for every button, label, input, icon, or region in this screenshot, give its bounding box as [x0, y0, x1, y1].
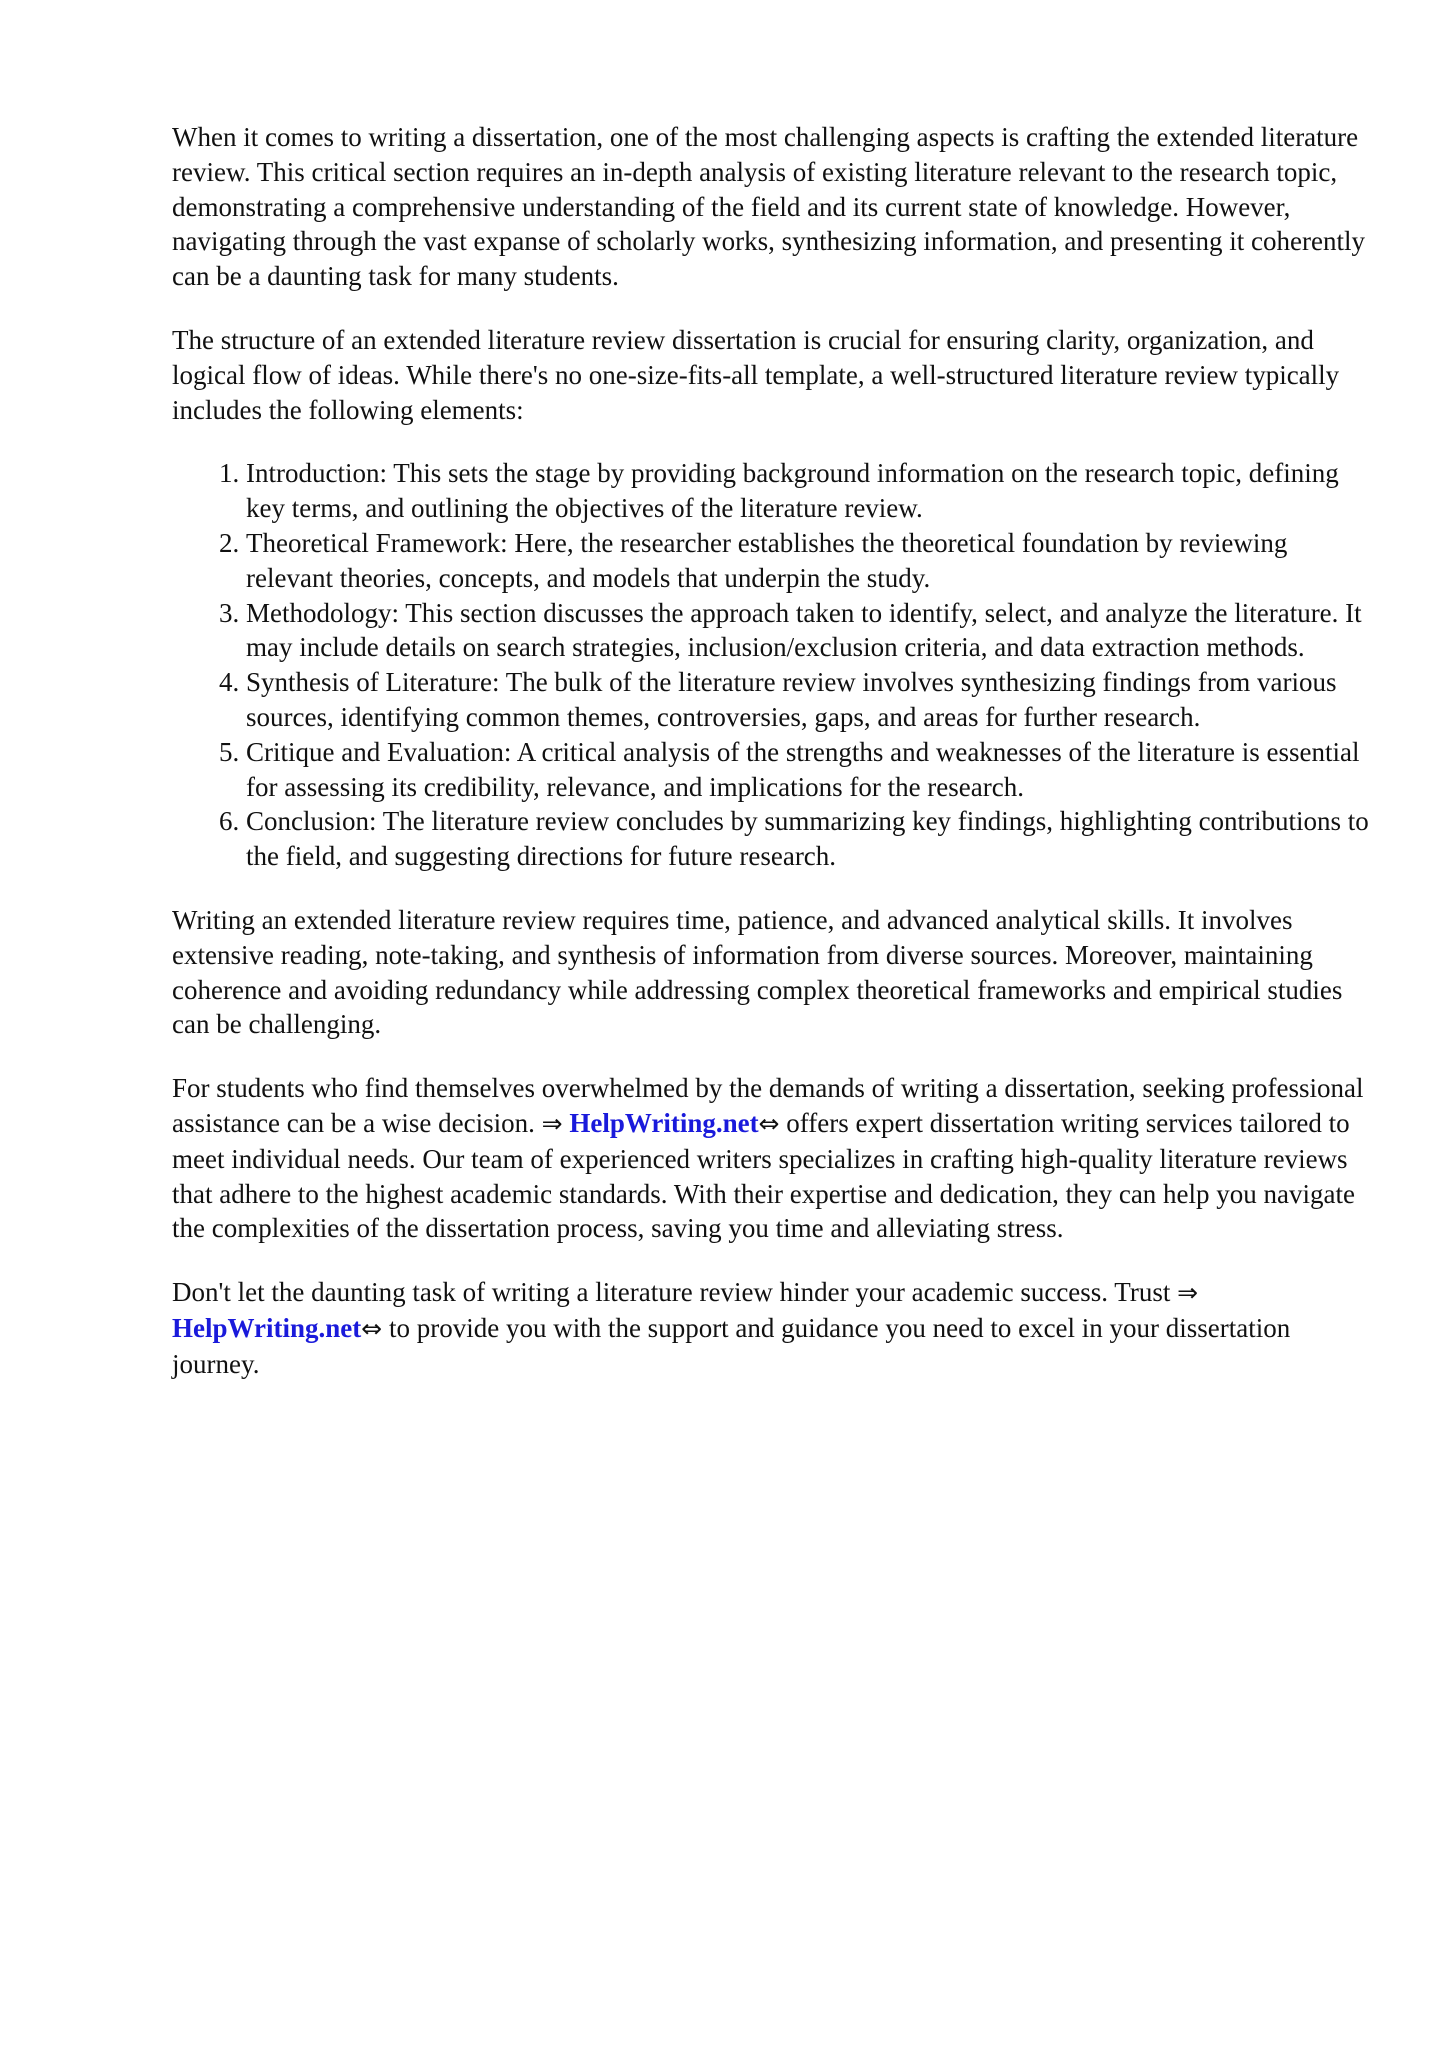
- intro-paragraph: When it comes to writing a dissertation, one of the most challenging aspects is crafting the extended literature review. This critical section requires an in-depth analysis of existing literature relevant to the research topic, demonstrating a comprehensive understanding of the field and its current state of knowledge. However, navigating through the vast expanse of scholarly works, synthesizing information, and presenting it coherently can be a daunting task for many students.: [172, 122, 1365, 292]
- list-item-conclusion: 6. Conclusion: The literature review concludes by summarizing key findings, highlighting contributions to the field, and suggesting directions for future research.: [246, 804, 1372, 874]
- elements-list: [172, 456, 1372, 874]
- closing-text-before: Don't let the daunting task of writing a literature review hinder your academic success. Trust: [172, 1277, 1171, 1308]
- list-item-introduction: 1. Introduction: This sets the stage by providing background information on the research topic, defining key terms, and outlining the objectives of the literature review.: [246, 456, 1372, 526]
- helpwriting-link[interactable]: HelpWriting.net: [569, 1107, 759, 1138]
- structure-paragraph: The structure of an extended literature review dissertation is crucial for ensuring clarity, organization, and logical flow of ideas. While there's no one-size-fits-all template, a well-structured literature review typically includes the following elements:: [172, 324, 1340, 425]
- helpwriting-link[interactable]: HelpWriting.net: [172, 1312, 362, 1343]
- assistance-text-before: For students who find themselves overwhelmed by the demands of writing a dissertation, seeking professional assistance can be a wise decision.: [172, 1073, 1364, 1138]
- double-left-right-arrow-icon: ⇔: [361, 1313, 383, 1343]
- closing-text-after: to provide you with the support and guidance you need to excel in your dissertation journey.: [172, 1312, 1291, 1379]
- double-left-right-arrow-icon: ⇔: [758, 1108, 780, 1138]
- list-item-critique: 5. Critique and Evaluation: A critical analysis of the strengths and weaknesses of the literature is essential for assessing its credibility, relevance, and implications for the research.: [246, 735, 1372, 805]
- assistance-paragraph: [172, 1071, 1372, 1246]
- double-right-arrow-icon: ⇒: [541, 1108, 563, 1138]
- list-item-theoretical-framework: 2. Theoretical Framework: Here, the researcher establishes the theoretical foundation by reviewing relevant theories, concepts, and models that underpin the study.: [246, 526, 1372, 596]
- list-item-methodology: 3. Methodology: This section discusses the approach taken to identify, select, and analyze the literature. It may include details on search strategies, inclusion/exclusion criteria, and data extraction methods.: [246, 596, 1372, 666]
- list-item-synthesis: 4. Synthesis of Literature: The bulk of the literature review involves synthesizing findings from various sources, identifying common themes, controversies, gaps, and areas for further research.: [246, 665, 1372, 735]
- assistance-text-after: offers expert dissertation writing services tailored to meet individual needs. Our team of experienced writers specializes in crafting high-quality literature reviews that adhere to the highest academic standards. With their expertise and dedication, they can help you navigate the complexities of the dissertation process, saving you time and alleviating stress.: [172, 1107, 1355, 1244]
- challenges-paragraph: Writing an extended literature review requires time, patience, and advanced analytical skills. It involves extensive reading, note-taking, and synthesis of information from diverse sources. Moreover, maintaining coherence and avoiding redundancy while addressing complex theoretical frameworks and empirical studies can be challenging.: [172, 904, 1343, 1040]
- document-page: [172, 120, 1372, 1411]
- closing-paragraph: [172, 1275, 1372, 1381]
- double-right-arrow-icon: ⇒: [1177, 1278, 1199, 1308]
